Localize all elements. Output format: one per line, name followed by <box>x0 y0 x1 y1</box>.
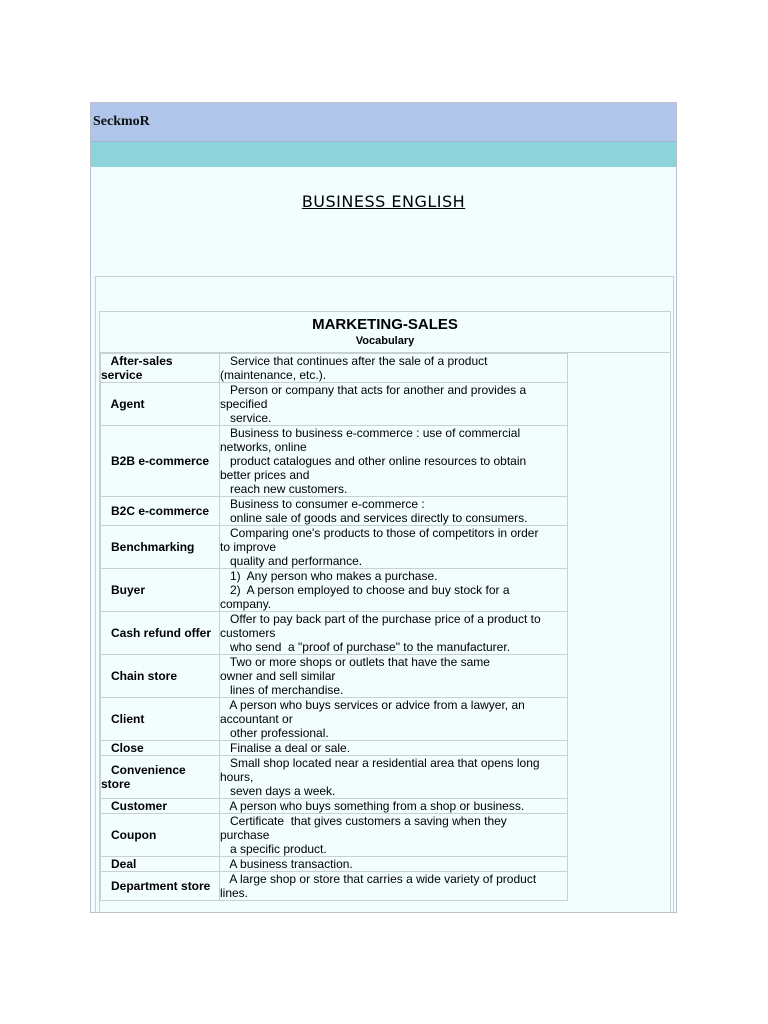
vocabulary-row <box>101 799 568 814</box>
definition-line: Two or more shops or outlets that have the same <box>220 655 490 669</box>
vocabulary-subtitle: Vocabulary <box>355 335 415 347</box>
document-title: BUSINESS ENGLISH <box>301 192 466 211</box>
vocabulary-term <box>101 741 220 756</box>
definition-line: Person or company that acts for another and provides a <box>220 383 527 397</box>
definition-line: seven days a week. <box>220 784 336 798</box>
definition-line: service. <box>220 411 272 425</box>
term-line: Benchmarking <box>101 540 195 554</box>
definition-line: A large shop or store that carries a wide variety of product <box>220 872 537 886</box>
definition-line: company. <box>220 597 272 611</box>
definition-line: purchase <box>220 828 270 842</box>
definition-line: other professional. <box>220 726 329 740</box>
term-line: Convenience <box>101 763 186 777</box>
definition-line: online sale of goods and services directly to consumers. <box>220 511 528 525</box>
definition-line: accountant or <box>220 712 293 726</box>
vocabulary-row <box>101 497 568 526</box>
vocabulary-row <box>101 698 568 741</box>
term-line: Client <box>101 712 145 726</box>
definition-line: Business to consumer e-commerce : <box>220 497 425 511</box>
vocabulary-definition <box>220 756 568 799</box>
vocabulary-definition <box>220 354 568 383</box>
definition-line: reach new customers. <box>220 482 348 496</box>
vocabulary-term <box>101 655 220 698</box>
vocabulary-definition <box>220 799 568 814</box>
vocabulary-title: MARKETING-SALES <box>312 316 458 333</box>
vocabulary-table-body <box>101 354 568 901</box>
definition-line: Service that continues after the sale of a product <box>220 354 488 368</box>
vocabulary-row <box>101 872 568 901</box>
vocabulary-definition <box>220 698 568 741</box>
term-line: store <box>101 777 131 791</box>
vocabulary-term <box>101 383 220 426</box>
page-frame <box>90 102 677 913</box>
definition-line: hours, <box>220 770 254 784</box>
definition-line: 1) Any person who makes a purchase. <box>220 569 438 583</box>
definition-line: Business to business e-commerce : use of commercial <box>220 426 521 440</box>
vocabulary-term <box>101 612 220 655</box>
vocabulary-term <box>101 814 220 857</box>
vocabulary-row <box>101 814 568 857</box>
vocabulary-definition <box>220 426 568 497</box>
definition-line: specified <box>220 397 268 411</box>
content-box <box>95 276 674 913</box>
vocabulary-term <box>101 526 220 569</box>
vocabulary-term <box>101 698 220 741</box>
vocabulary-row <box>101 741 568 756</box>
vocabulary-definition <box>220 497 568 526</box>
definition-line: A business transaction. <box>220 857 353 871</box>
vocabulary-term <box>101 857 220 872</box>
definition-line: product catalogues and other online resources to obtain <box>220 454 527 468</box>
definition-line: A person who buys services or advice from a lawyer, an <box>220 698 525 712</box>
vocabulary-term <box>101 497 220 526</box>
vocabulary-definition <box>220 612 568 655</box>
term-line: Agent <box>101 397 145 411</box>
site-header <box>91 103 676 142</box>
term-line: After-sales <box>101 354 173 368</box>
term-line: Buyer <box>101 583 146 597</box>
site-name: SeckmoR <box>93 114 150 129</box>
definition-line: 2) A person employed to choose and buy stock for a <box>220 583 510 597</box>
vocabulary-row <box>101 756 568 799</box>
header-strip <box>91 142 676 167</box>
vocabulary-definition <box>220 857 568 872</box>
vocabulary-definition <box>220 814 568 857</box>
vocabulary-term <box>101 756 220 799</box>
definition-line: Comparing one's products to those of competitors in order <box>220 526 539 540</box>
term-line: Customer <box>101 799 168 813</box>
vocabulary-header <box>100 312 670 353</box>
definition-line: Offer to pay back part of the purchase price of a product to <box>220 612 541 626</box>
definition-line: Small shop located near a residential area that opens long <box>220 756 540 770</box>
vocabulary-definition <box>220 383 568 426</box>
term-line: B2B e-commerce <box>101 454 210 468</box>
vocabulary-row <box>101 526 568 569</box>
vocabulary-section <box>99 311 671 913</box>
vocabulary-definition <box>220 526 568 569</box>
vocabulary-term <box>101 354 220 383</box>
term-line: Department store <box>101 879 211 893</box>
definition-line: to improve <box>220 540 277 554</box>
term-line: Chain store <box>101 669 178 683</box>
vocabulary-row <box>101 612 568 655</box>
term-line: Cash refund offer <box>101 626 212 640</box>
definition-line: quality and performance. <box>220 554 363 568</box>
term-line: B2C e-commerce <box>101 504 210 518</box>
vocabulary-term <box>101 426 220 497</box>
vocabulary-table <box>100 353 568 901</box>
vocabulary-row <box>101 655 568 698</box>
vocabulary-row <box>101 857 568 872</box>
vocabulary-definition <box>220 569 568 612</box>
term-line: Close <box>101 741 144 755</box>
vocabulary-row <box>101 569 568 612</box>
term-line: Coupon <box>101 828 157 842</box>
vocabulary-definition <box>220 872 568 901</box>
definition-line: better prices and <box>220 468 310 482</box>
vocabulary-row <box>101 426 568 497</box>
vocabulary-term <box>101 569 220 612</box>
definition-line: lines of merchandise. <box>220 683 344 697</box>
definition-line: Finalise a deal or sale. <box>220 741 351 755</box>
term-line: Deal <box>101 857 137 871</box>
definition-line: A person who buys something from a shop or business. <box>220 799 525 813</box>
vocabulary-row <box>101 383 568 426</box>
vocabulary-row <box>101 354 568 383</box>
definition-line: who send a "proof of purchase" to the manufacturer. <box>220 640 511 654</box>
vocabulary-definition <box>220 655 568 698</box>
vocabulary-definition <box>220 741 568 756</box>
term-line: service <box>101 368 143 382</box>
definition-line: a specific product. <box>220 842 327 856</box>
definition-line: Certificate that gives customers a saving when they <box>220 814 507 828</box>
definition-line: lines. <box>220 886 249 900</box>
definition-line: networks, online <box>220 440 307 454</box>
definition-line: owner and sell similar <box>220 669 336 683</box>
definition-line: customers <box>220 626 276 640</box>
vocabulary-term <box>101 872 220 901</box>
definition-line: (maintenance, etc.). <box>220 368 327 382</box>
vocabulary-term <box>101 799 220 814</box>
